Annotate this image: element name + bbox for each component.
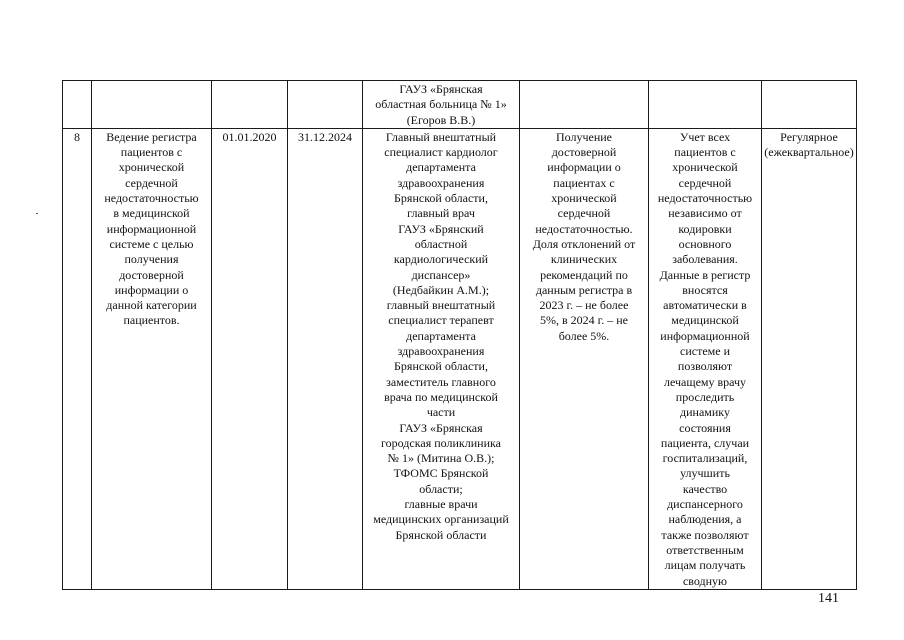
cell-responsible: Главный внештатный специалист кардиолог департамента здравоохранения Брянской области, главный врач ГАУЗ «Брянский областной кардиологический диспансер» (Недбайкин А.М.); главный внештатный специалист терапевт департамента здравоохранения Брянской области, заместитель главного врача по медицинской части ГАУЗ «Брянская городская поликлиника № 1» (Митина О.В.); ТФОМС Брянской области; главные врачи медицинских организаций Брянской области <box>363 128 520 589</box>
plan-table <box>62 80 857 590</box>
cell-start-date: 01.01.2020 <box>212 128 288 589</box>
cell-responsible: ГАУЗ «Брянская областная больница № 1» (Егоров В.В.) <box>363 81 520 129</box>
cell-end-date <box>288 81 363 129</box>
cell-end-date: 31.12.2024 <box>288 128 363 589</box>
cell-number <box>63 81 92 129</box>
cell-result: Получение достоверной информации о пациентах с хронической сердечной недостаточностью. Доля отклонений от клинических рекомендаций по данным регистра в 2023 г. – не более 5%, в 2024 г. – не более 5%. <box>520 128 649 589</box>
page-number: 141 <box>818 591 839 606</box>
cell-task <box>92 81 212 129</box>
table-row-8 <box>63 128 857 589</box>
cell-periodicity <box>762 81 857 129</box>
cell-number: 8 <box>63 128 92 589</box>
scan-artifact <box>36 213 38 214</box>
cell-start-date <box>212 81 288 129</box>
cell-result <box>520 81 649 129</box>
cell-task: Ведение регистра пациентов с хронической сердечной недостаточностью в медицинской информационной системе с целью получения достоверной информации о данной категории пациентов. <box>92 128 212 589</box>
table-row-previous <box>63 81 857 129</box>
cell-description <box>649 81 762 129</box>
cell-periodicity: Регулярное (ежеквартальное) <box>762 128 857 589</box>
cell-description: Учет всех пациентов с хронической сердечной недостаточностью независимо от кодировки основного заболевания. Данные в регистр вносятся автоматически в медицинской информационной системе и позволяют лечащему врачу проследить динамику состояния пациента, случаи госпитализаций, улучшить качество диспансерного наблюдения, а также позволяют ответственным лицам получать сводную <box>649 128 762 589</box>
